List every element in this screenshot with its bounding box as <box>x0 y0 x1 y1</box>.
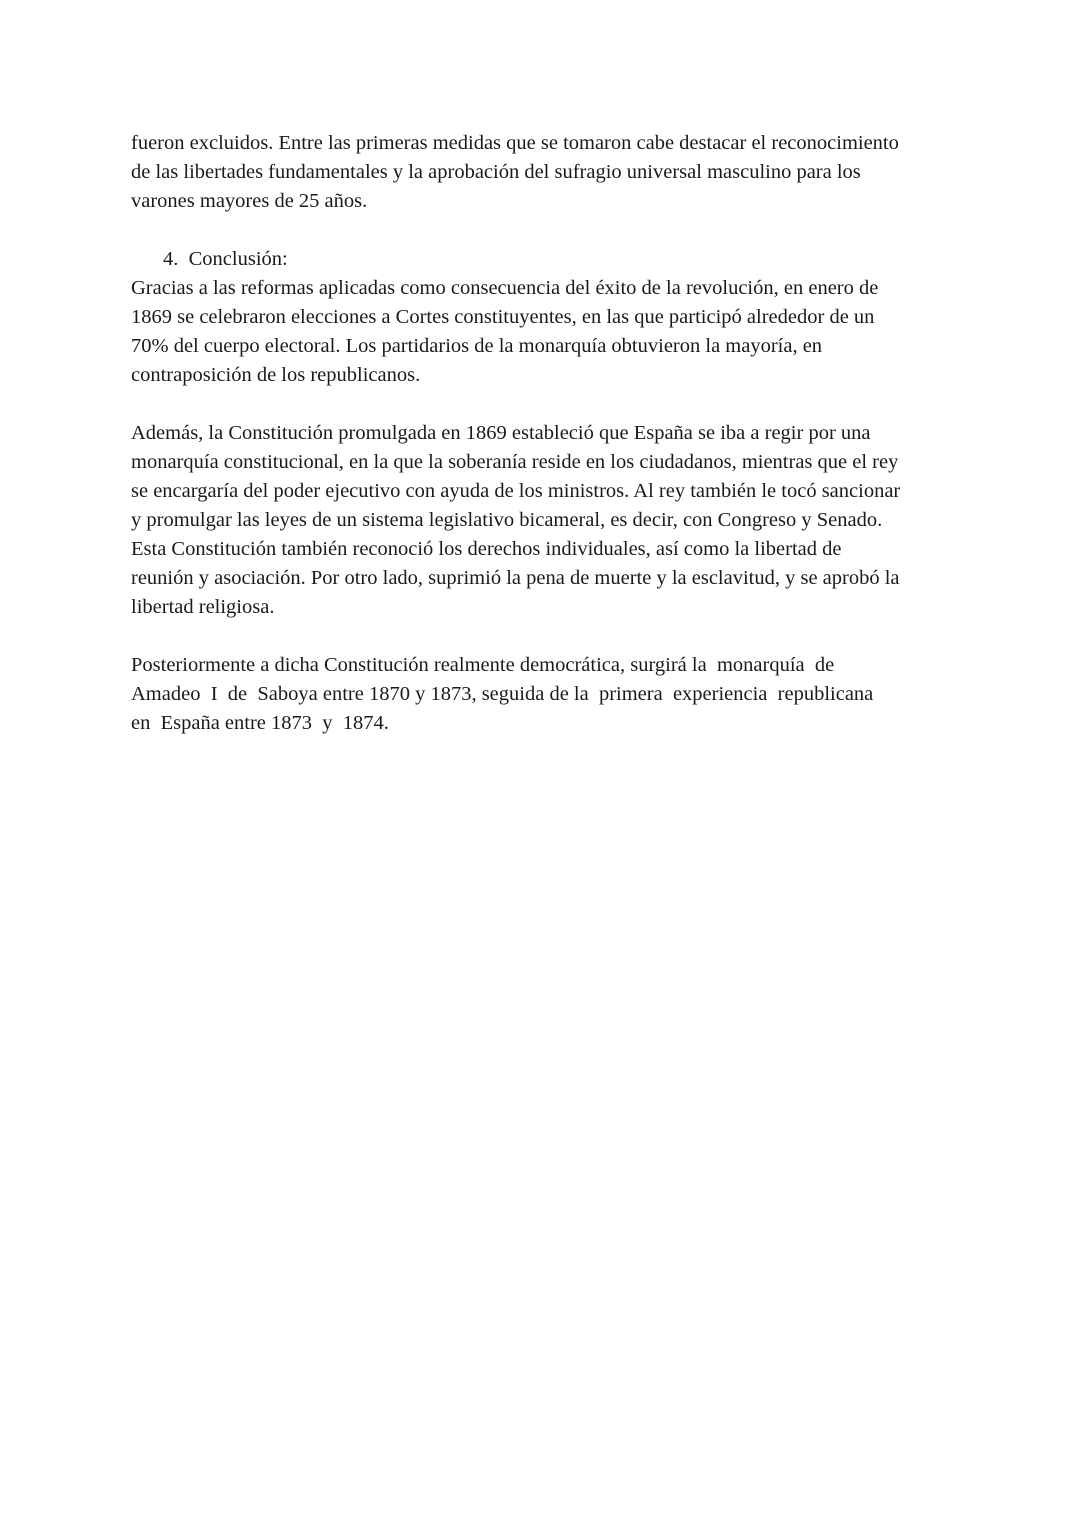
text-line: de las libertades fundamentales y la aprobación del sufragio universal masculino para los <box>131 161 861 183</box>
text-line: fueron excluidos. Entre las primeras medidas que se tomaron cabe destacar el reconocimiento <box>131 132 899 154</box>
text-line: Esta Constitución también reconoció los derechos individuales, así como la libertad de <box>131 538 842 560</box>
paragraph-gap <box>131 390 961 419</box>
document-body <box>131 129 961 738</box>
text-line: Posteriormente a dicha Constitución realmente democrática, surgirá la monarquía de <box>131 654 835 676</box>
text-line: contraposición de los republicanos. <box>131 364 421 386</box>
text-line: libertad religiosa. <box>131 596 275 618</box>
text-line: reunión y asociación. Por otro lado, suprimió la pena de muerte y la esclavitud, y se aprobó la <box>131 567 900 589</box>
section-number: 4. <box>163 248 179 270</box>
section-title: Conclusión: <box>188 248 288 270</box>
intro-paragraph <box>131 129 961 216</box>
text-line: varones mayores de 25 años. <box>131 190 368 212</box>
conclusion-paragraph-2 <box>131 419 961 622</box>
text-line: 1869 se celebraron elecciones a Cortes constituyentes, en las que participó alrededor de un <box>131 306 875 328</box>
text-line: 70% del cuerpo electoral. Los partidarios de la monarquía obtuvieron la mayoría, en <box>131 335 823 357</box>
paragraph-gap <box>131 622 961 651</box>
conclusion-paragraph-1 <box>131 274 961 390</box>
text-line: monarquía constitucional, en la que la soberanía reside en los ciudadanos, mientras que el rey <box>131 451 899 473</box>
text-line: en España entre 1873 y 1874. <box>131 712 389 734</box>
text-line: Gracias a las reformas aplicadas como consecuencia del éxito de la revolución, en enero de <box>131 277 879 299</box>
text-line: se encargaría del poder ejecutivo con ayuda de los ministros. Al rey también le tocó sancionar <box>131 480 901 502</box>
paragraph-gap <box>131 216 961 245</box>
text-line: y promulgar las leyes de un sistema legislativo bicameral, es decir, con Congreso y Senado. <box>131 509 883 531</box>
text-line: Amadeo I de Saboya entre 1870 y 1873, seguida de la primera experiencia republicana <box>131 683 874 705</box>
conclusion-paragraph-3 <box>131 651 961 738</box>
text-line: Además, la Constitución promulgada en 1869 estableció que España se iba a regir por una <box>131 422 871 444</box>
section-heading <box>131 245 961 274</box>
